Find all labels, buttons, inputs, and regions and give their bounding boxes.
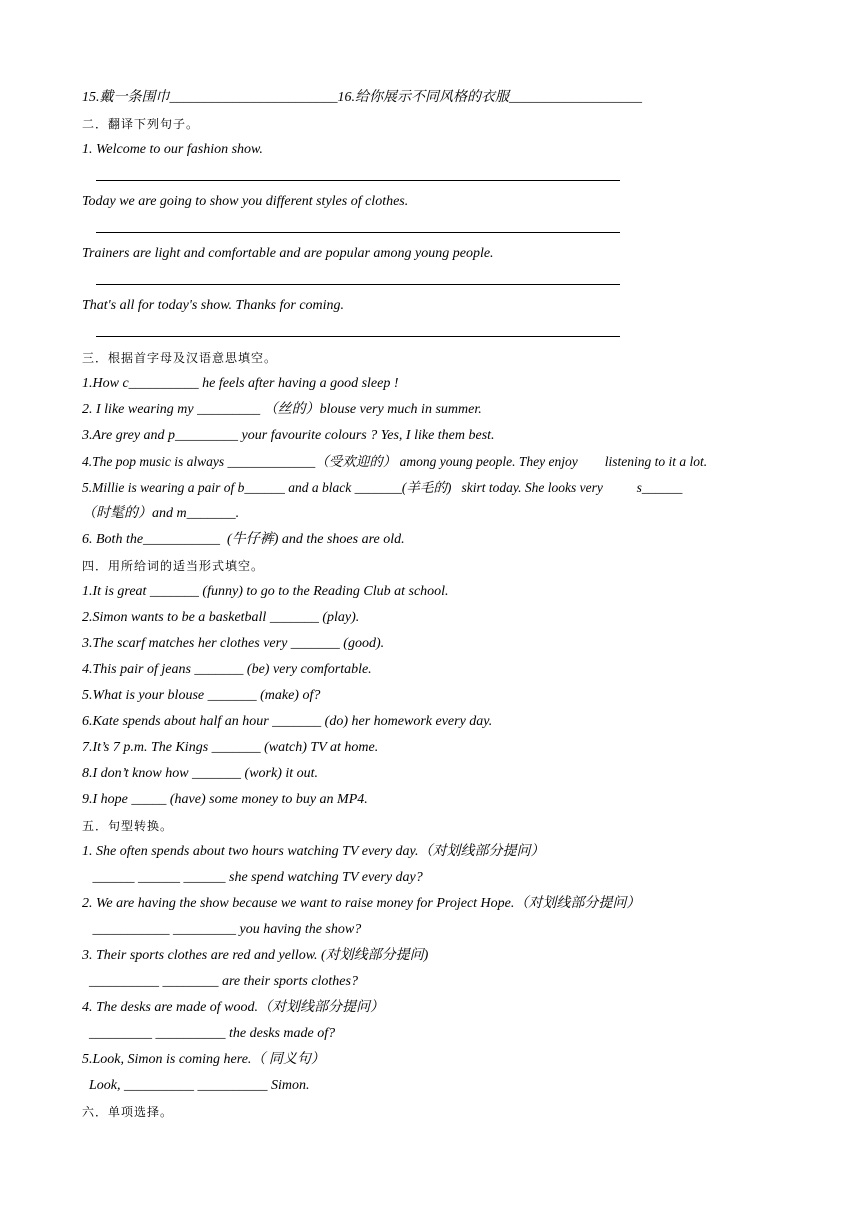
transform-item-3: 3. Their sports clothes are red and yellow. (对划线部分提问) [82,948,429,963]
form-item-7: 7.It’s 7 p.m. The Kings _______ (watch) TV at home. [82,740,379,755]
section-2-heading: 二．翻译下列句子。 [82,117,200,131]
form-item-2: 2.Simon wants to be a basketball _______ (play). [82,610,360,625]
form-item-1: 1.It is great _______ (funny) to go to the Reading Club at school. [82,584,449,599]
form-item-8: 8.I don’t know how _______ (work) it out. [82,766,319,781]
translate-sentence-4: That's all for today's show. Thanks for coming. [82,298,345,313]
transform-item-2: 2. We are having the show because we want to raise money for Project Hope.（对划线部分提问） [82,896,641,911]
fill-item-5: 5.Millie is wearing a pair of b______ and a black _______(羊毛的) skirt today. She looks very s______ [82,480,683,495]
translate-sentence-2: Today we are going to show you different styles of clothes. [82,194,409,209]
transform-item-5: 5.Look, Simon is coming here.（ 同义句） [82,1052,325,1067]
translate-sentence-3: Trainers are light and comfortable and are popular among young people. [82,246,494,261]
form-item-3: 3.The scarf matches her clothes very _______ (good). [82,636,385,651]
answer-line-4 [96,336,620,337]
fill-item-4: 4.The pop music is always _____________（受欢迎的） among young people. They enjoy listening to it a lot. [82,454,708,469]
transform-item-4: 4. The desks are made of wood.（对划线部分提问） [82,1000,385,1015]
fill-item-1: 1.How c__________ he feels after having a good sleep ! [82,376,399,391]
transform-item-4-answer: _________ __________ the desks made of? [82,1026,336,1041]
section-3-heading: 三．根据首字母及汉语意思填空。 [82,351,278,365]
answer-line-3 [96,284,620,285]
form-item-5: 5.What is your blouse _______ (make) of? [82,688,321,703]
transform-item-3-answer: __________ ________ are their sports clothes? [82,974,358,989]
translate-sentence-1: 1. Welcome to our fashion show. [82,142,263,157]
fill-item-3: 3.Are grey and p_________ your favourite colours ? Yes, I like them best. [82,428,495,443]
transform-item-2-answer: ___________ _________ you having the show? [82,922,362,937]
transform-item-5-answer: Look, __________ __________ Simon. [82,1078,310,1093]
transform-item-1-answer: ______ ______ ______ she spend watching TV every day? [82,870,423,885]
form-item-4: 4.This pair of jeans _______ (be) very comfortable. [82,662,372,677]
fill-item-5-cont: （时髦的）and m_______. [82,506,240,521]
section-5-heading: 五．句型转换。 [82,819,174,833]
line-vocab-15-16: 15.戴一条围巾________________________16.给你展示不同风格的衣服___________________ [82,90,642,105]
section-4-heading: 四．用所给词的适当形式填空。 [82,559,265,573]
form-item-6: 6.Kate spends about half an hour _______ (do) her homework every day. [82,714,493,729]
fill-item-6: 6. Both the___________ (牛仔裤) and the shoes are old. [82,532,405,547]
section-6-heading: 六．单项选择。 [82,1105,174,1119]
answer-line-2 [96,232,620,233]
answer-line-1 [96,180,620,181]
fill-item-2: 2. I like wearing my _________ （丝的）blouse very much in summer. [82,402,482,417]
transform-item-1: 1. She often spends about two hours watching TV every day.（对划线部分提问） [82,844,545,859]
form-item-9: 9.I hope _____ (have) some money to buy an MP4. [82,792,368,807]
